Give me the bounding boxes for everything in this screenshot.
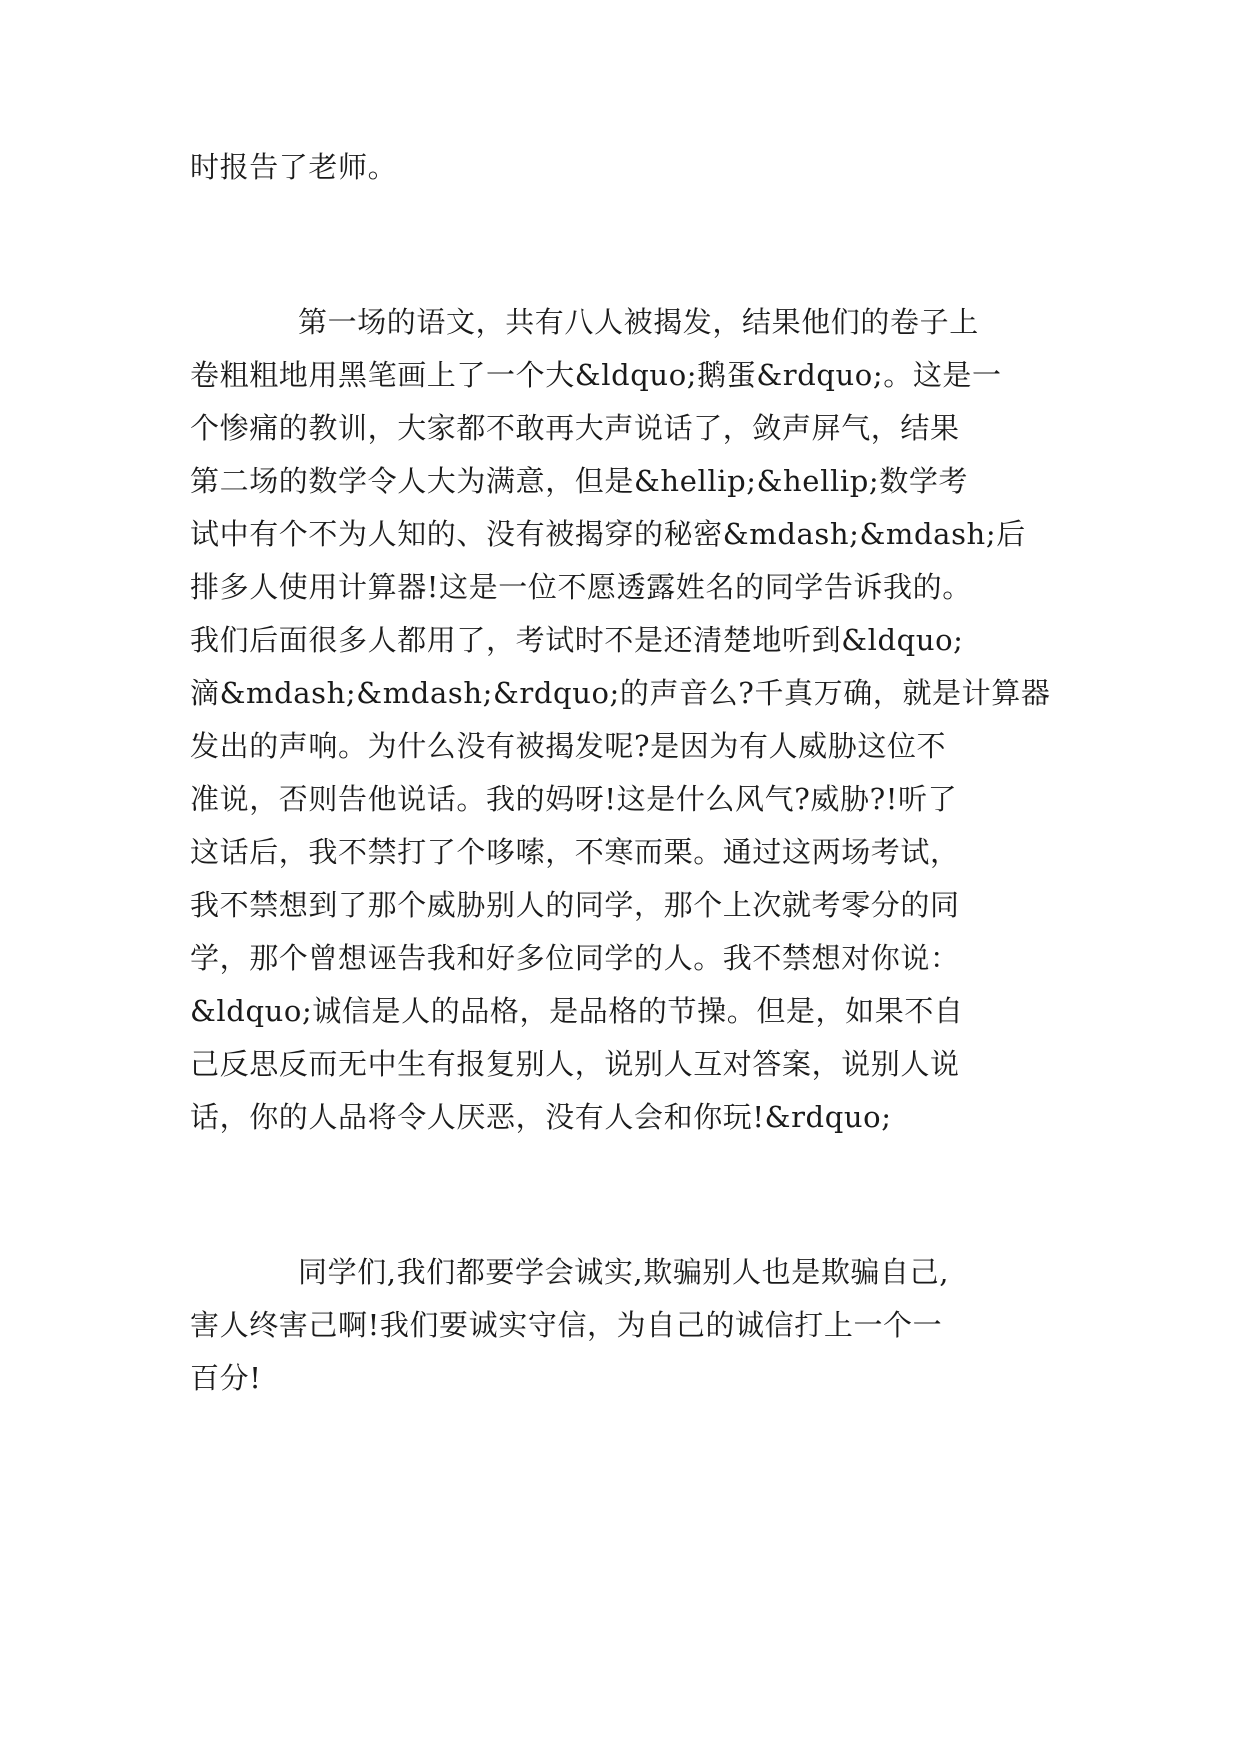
paragraph-2-line-2: 卷粗粗地用黑笔画上了一个大&ldquo;鹅蛋&rdquo;。这是一 <box>190 358 1002 392</box>
paragraph-2-line-10: 准说，否则告他说话。我的妈呀!这是什么风气?威胁?!听了 <box>190 782 958 816</box>
paragraph-2-line-9: 发出的声响。为什么没有被揭发呢?是因为有人威胁这位不 <box>190 729 947 763</box>
paragraph-2-line-8: 滴&mdash;&mdash;&rdquo;的声音么?千真万确，就是计算器 <box>190 676 1051 710</box>
paragraph-1-line-1: 时报告了老师。 <box>190 150 398 184</box>
paragraph-2-line-5: 试中有个不为人知的、没有被揭穿的秘密&mdash;&mdash;后 <box>190 517 1026 551</box>
paragraph-2-line-13: 学，那个曾想诬告我和好多位同学的人。我不禁想对你说： <box>190 941 960 975</box>
paragraph-2-line-7: 我们后面很多人都用了，考试时不是还清楚地听到&ldquo; <box>190 623 964 657</box>
paragraph-2-line-3: 个惨痛的教训，大家都不敢再大声说话了，敛声屏气，结果 <box>190 411 960 445</box>
paragraph-2-line-12: 我不禁想到了那个威胁别人的同学，那个上次就考零分的同 <box>190 888 960 922</box>
paragraph-2-line-6: 排多人使用计算器!这是一位不愿透露姓名的同学告诉我的。 <box>190 570 972 604</box>
paragraph-2-line-4: 第二场的数学令人大为满意，但是&hellip;&hellip;数学考 <box>190 464 969 498</box>
paragraph-2-line-11: 这话后，我不禁打了个哆嗦，不寒而栗。通过这两场考试， <box>190 835 960 869</box>
document-page <box>190 0 1070 1754</box>
paragraph-2-line-1: 第一场的语文，共有八人被揭发，结果他们的卷子上 <box>298 305 979 339</box>
paragraph-2-line-14: &ldquo;诚信是人的品格，是品格的节操。但是，如果不自 <box>190 994 964 1028</box>
paragraph-3-line-3: 百分! <box>190 1361 262 1395</box>
paragraph-2-line-15: 己反思反而无中生有报复别人，说别人互对答案，说别人说 <box>190 1047 960 1081</box>
paragraph-3-line-1: 同学们,我们都要学会诚实,欺骗别人也是欺骗自己, <box>298 1255 950 1289</box>
paragraph-2-line-16: 话，你的人品将令人厌恶，没有人会和你玩!&rdquo; <box>190 1100 892 1134</box>
paragraph-3-line-2: 害人终害己啊!我们要诚实守信，为自己的诚信打上一个一 <box>190 1308 943 1342</box>
